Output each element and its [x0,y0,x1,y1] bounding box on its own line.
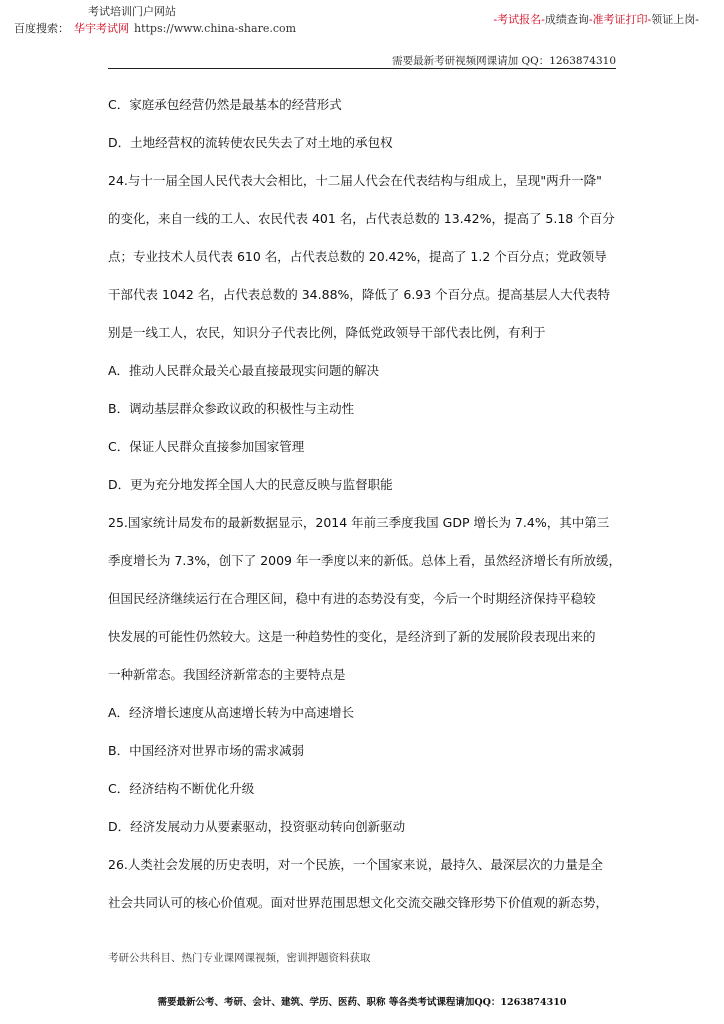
search-label: 百度搜索： [14,22,69,35]
header-links [493,11,699,27]
text-line: D．更为充分地发挥全国人大的民意反映与监督职能 [108,477,393,492]
footer-note: 考研公共科目、热门专业课网课视频，密训押题资料获取 [108,952,371,964]
search-hint [14,20,296,36]
text-line: B．调动基层群众参政议政的积极性与主动性 [108,401,355,416]
text-line: C．家庭承包经营仍然是最基本的经营形式 [108,97,342,112]
header-divider [108,68,616,69]
text-line: A．推动人民群众最关心最直接最现实问题的解决 [108,363,380,378]
text-line: 干部代表 1042 名，占代表总数的 34.88%，降低了 6.93 个百分点。提高基层人大代表特 [108,287,611,302]
text-line: C．经济结构不断优化升级 [108,781,255,796]
header-link-admission-ticket[interactable]: -准考证打印- [588,13,652,26]
site-url[interactable]: https://www.china-share.com [134,22,297,35]
footer-notice: 需要最新公考、考研、会计、建筑、学历、医药、职称 等各类考试课程请加QQ：1263874310 [157,997,567,1008]
document-body [108,95,621,931]
qq-notice: 需要最新考研视频网课请加 QQ：1263874310 [392,55,616,67]
site-title: 考试培训门户网站 [88,5,176,18]
brand-link[interactable]: 华宇考试网 [74,22,129,35]
text-line: 但国民经济继续运行在合理区间，稳中有进的态势没有变，今后一个时期经济保持平稳较 [108,591,596,606]
text-line: 26.人类社会发展的历史表明，对一个民族，一个国家来说，最持久、最深层次的力量是全 [108,857,603,872]
text-line: 25.国家统计局发布的最新数据显示，2014 年前三季度我国 GDP 增长为 7.4%，其中第三 [108,515,610,530]
text-line: 快发展的可能性仍然较大。这是一种趋势性的变化，是经济到了新的发展阶段表现出来的 [108,629,596,644]
text-line: A．经济增长速度从高速增长转为中高速增长 [108,705,355,720]
text-line: 一种新常态。我国经济新常态的主要特点是 [108,667,346,682]
text-line: 别是一线工人，农民，知识分子代表比例，降低党政领导干部代表比例，有利于 [108,325,546,340]
text-line: D．土地经营权的流转使农民失去了对土地的承包权 [108,135,393,150]
text-line: 的变化，来自一线的工人、农民代表 401 名，占代表总数的 13.42%，提高了 5.18 个百分 [108,211,615,226]
text-line: 24.与十一届全国人民代表大会相比，十二届人代会在代表结构与组成上，呈现"两升一降" [108,173,602,188]
text-line: 点；专业技术人员代表 610 名，占代表总数的 20.42%，提高了 1.2 个百分点；党政领导 [108,249,607,264]
header-link-scores[interactable]: 成绩查询 [544,13,589,26]
text-line: 季度增长为 7.3%，创下了 2009 年一季度以来的新低。总体上看，虽然经济增长有所放缓， [108,553,621,568]
text-line: 社会共同认可的核心价值观。面对世界范围思想文化交流交融交锋形势下价值观的新态势， [108,895,609,910]
header-link-certificate[interactable]: 领证上岗- [651,13,699,26]
text-line: D．经济发展动力从要素驱动，投资驱动转向创新驱动 [108,819,406,834]
text-line: B．中国经济对世界市场的需求减弱 [108,743,305,758]
header-link-register[interactable]: -考试报名- [493,13,545,26]
text-line: C．保证人民群众直接参加国家管理 [108,439,305,454]
